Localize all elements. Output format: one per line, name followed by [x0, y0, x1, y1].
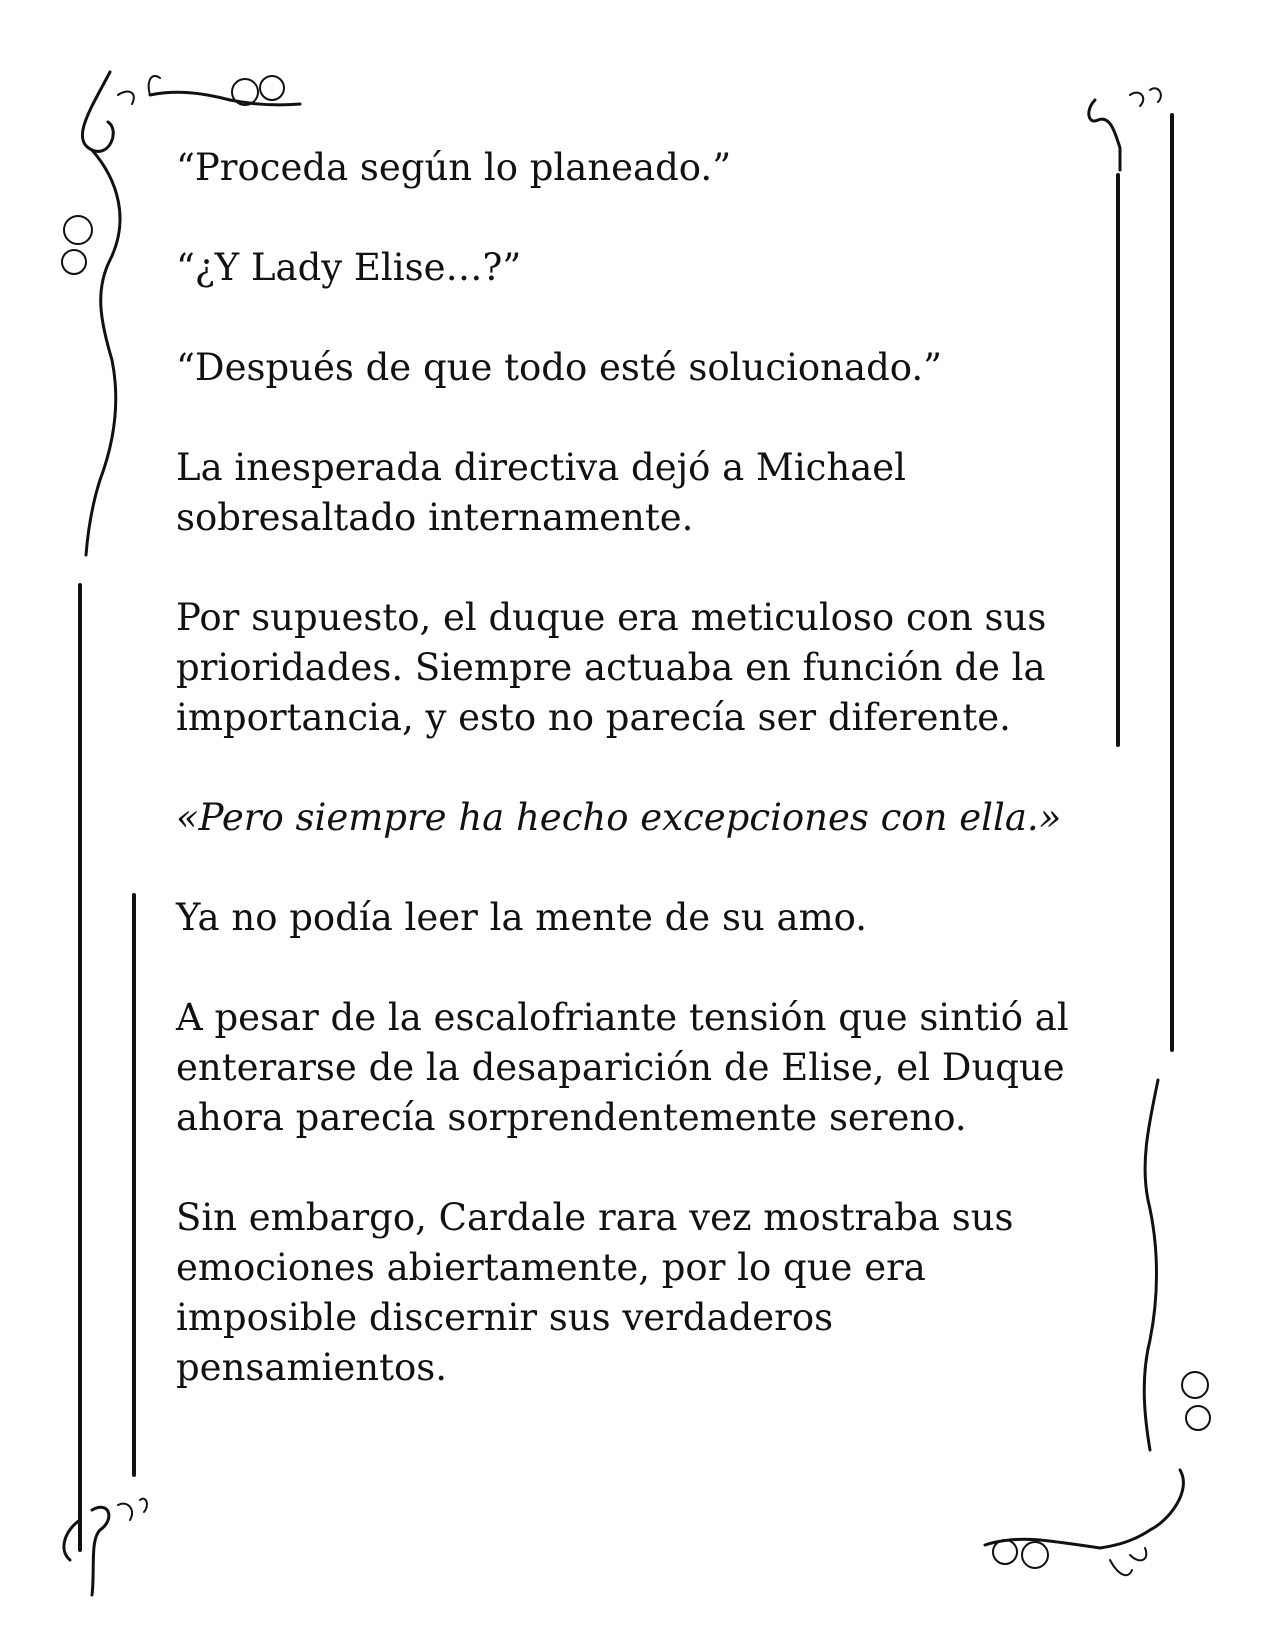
paragraph: Ya no podía leer la mente de su amo.	[176, 896, 868, 939]
paragraph: Sin embargo, Cardale rara vez mostraba sus emociones abiertamente, por lo que era imposible discernir sus verdaderos pensamientos.	[176, 1196, 1014, 1389]
body-text	[176, 143, 1096, 1443]
bottom-left-flourish	[64, 1499, 147, 1595]
italic-thought: «Pero siempre ha hecho excepciones con ella.»	[176, 796, 1062, 839]
paragraph: Por supuesto, el duque era meticuloso con sus prioridades. Siempre actuaba en función de la importancia, y esto no parecía ser diferente.	[176, 596, 1047, 739]
paragraph: “¿Y Lady Elise…?”	[176, 246, 522, 289]
top-right-flourish	[1089, 88, 1161, 170]
paragraph: La inesperada directiva dejó a Michael sobresaltado internamente.	[176, 446, 906, 539]
paragraph: “Después de que todo esté solucionado.”	[176, 346, 943, 389]
paragraph: “Proceda según lo planeado.”	[176, 146, 732, 189]
paragraph: A pesar de la escalofriante tensión que sintió al enterarse de la desaparición de Elise, el Duque ahora parecía sorprendentemente sereno.	[176, 996, 1069, 1139]
